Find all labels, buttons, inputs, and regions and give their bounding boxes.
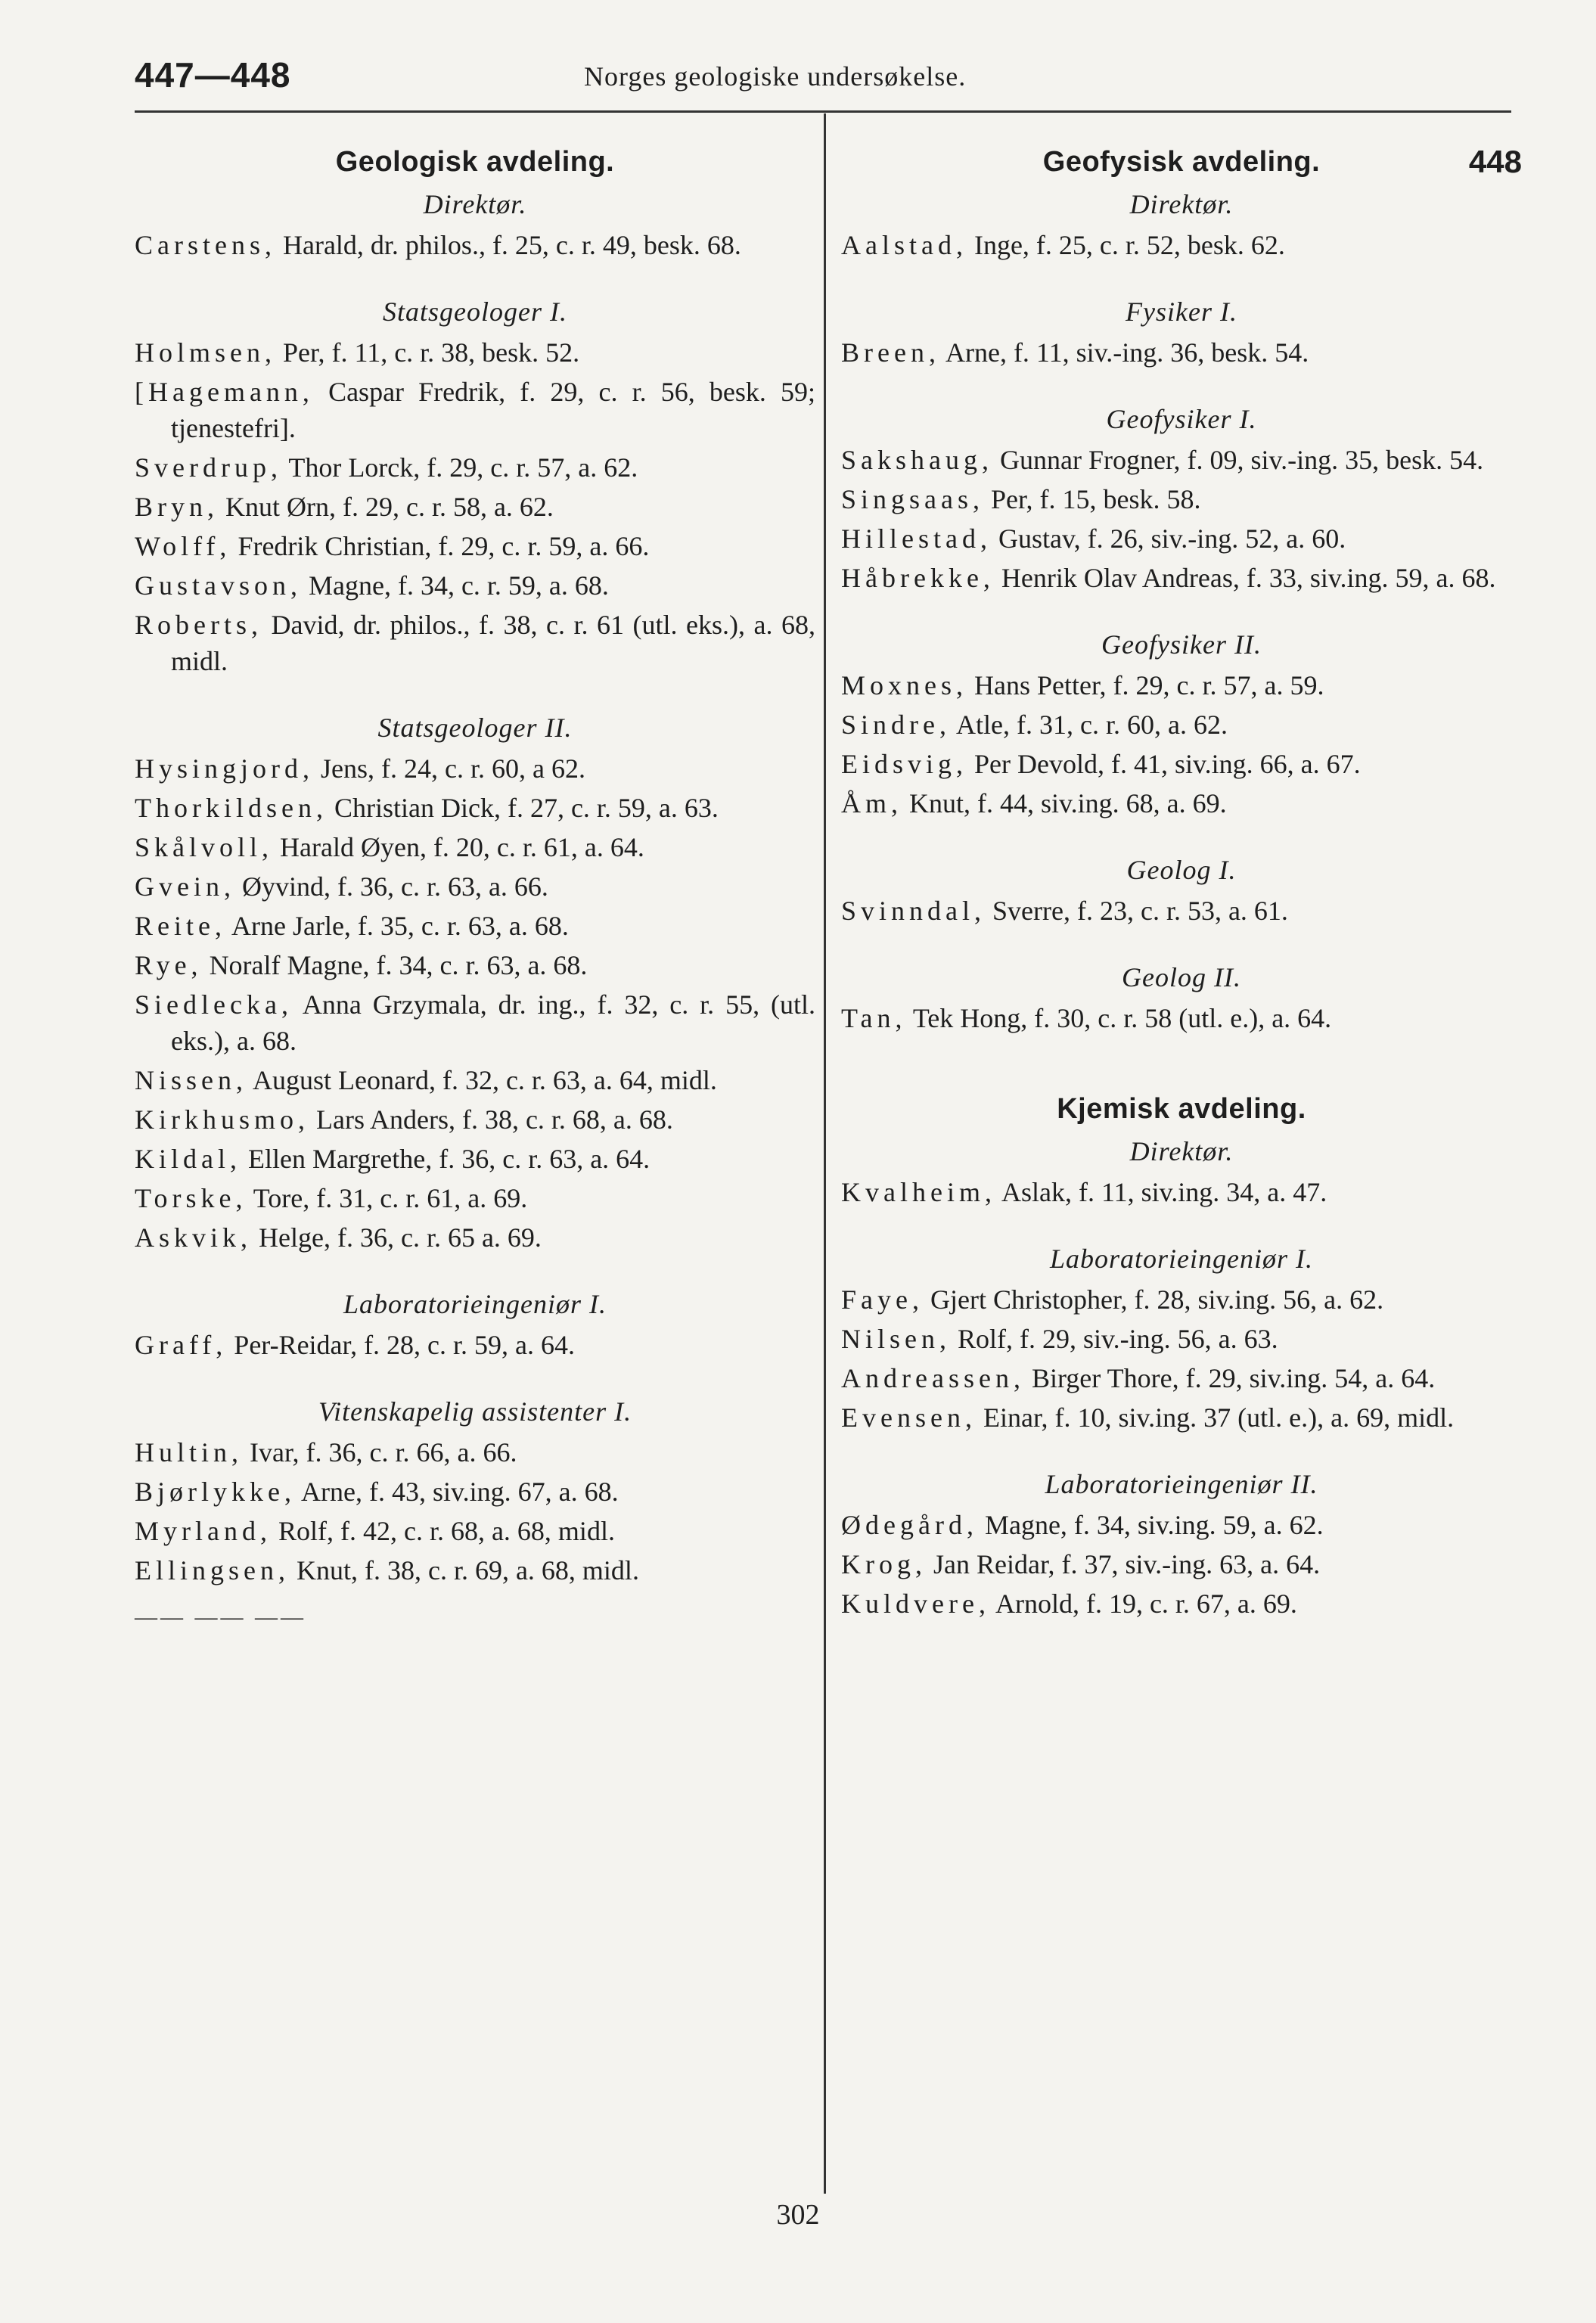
staff-surname: Tan, — [841, 1003, 907, 1033]
staff-surname: Bryn, — [135, 492, 219, 522]
staff-details: Harald Øyen, f. 20, c. r. 61, a. 64. — [273, 832, 644, 862]
staff-surname: Moxnes, — [841, 670, 967, 700]
left-column — [135, 144, 815, 1635]
staff-entry — [135, 227, 815, 263]
staff-surname: Kirkhusmo, — [135, 1104, 309, 1135]
staff-entry — [841, 1399, 1522, 1436]
staff-surname: Andreassen, — [841, 1363, 1025, 1393]
staff-entry — [135, 374, 815, 446]
staff-entry — [841, 667, 1522, 703]
staff-details: Aslak, f. 11, siv.ing. 34, a. 47. — [995, 1177, 1327, 1207]
staff-entry — [135, 1180, 815, 1216]
staff-entry — [841, 1321, 1522, 1357]
staff-details: Jan Reidar, f. 37, siv.-ing. 63, a. 64. — [927, 1549, 1321, 1579]
staff-details: Jens, f. 24, c. r. 60, a 62. — [314, 753, 585, 784]
staff-surname: Sakshaug, — [841, 445, 993, 475]
staff-surname: Siedlecka, — [135, 989, 293, 1020]
staff-entry — [135, 1552, 815, 1589]
staff-details: Arne Jarle, f. 35, c. r. 63, a. 68. — [225, 911, 569, 941]
right-column — [841, 144, 1522, 1625]
staff-entry — [841, 707, 1522, 743]
staff-entry — [135, 1219, 815, 1256]
staff-entry — [135, 1434, 815, 1471]
section-title: Vitenskapelig assistenter I. — [318, 1396, 632, 1427]
staff-details: Sverre, f. 23, c. r. 53, a. 61. — [986, 896, 1288, 926]
staff-details: Magne, f. 34, c. r. 59, a. 68. — [302, 570, 609, 601]
staff-surname: Thorkildsen, — [135, 793, 328, 823]
staff-entry — [135, 1513, 815, 1549]
staff-entry — [135, 489, 815, 525]
staff-entry — [135, 1062, 815, 1098]
section-title: Direktør. — [1129, 189, 1234, 219]
staff-details: Arne, f. 11, siv.-ing. 36, besk. 54. — [939, 337, 1309, 368]
staff-details: Per-Reidar, f. 28, c. r. 59, a. 64. — [227, 1330, 576, 1360]
staff-details: Rolf, f. 42, c. r. 68, a. 68, midl. — [271, 1516, 615, 1546]
staff-surname: Gvein, — [135, 871, 235, 902]
staff-entry — [135, 334, 815, 371]
staff-details: Harald, dr. philos., f. 25, c. r. 49, besk. 68. — [275, 230, 741, 260]
header-rule — [135, 110, 1511, 113]
staff-surname: Hillestad, — [841, 523, 992, 554]
section-title: Laboratorieingeniør II. — [1045, 1469, 1318, 1499]
staff-entry — [135, 1474, 815, 1510]
staff-surname: Gustavson, — [135, 570, 302, 601]
section-title: Statsgeologer II. — [377, 713, 573, 743]
staff-surname: Faye, — [841, 1284, 924, 1315]
staff-surname: Sverdrup, — [135, 452, 282, 483]
staff-details: Helge, f. 36, c. r. 65 a. 69. — [252, 1222, 542, 1253]
staff-surname: Sindre, — [841, 710, 951, 740]
staff-surname: Myrland, — [135, 1516, 272, 1546]
section-title: Direktør. — [1129, 1136, 1234, 1166]
staff-details: Magne, f. 34, siv.ing. 59, a. 62. — [977, 1510, 1324, 1540]
staff-details: Per Devold, f. 41, siv.ing. 66, a. 67. — [967, 749, 1361, 779]
staff-surname: Kuldvere, — [841, 1589, 990, 1619]
dept-title-geologisk: Geologisk avdeling. — [335, 146, 615, 178]
staff-entry — [135, 908, 815, 944]
staff-entry — [135, 986, 815, 1059]
staff-details: Knut Ørn, f. 29, c. r. 58, a. 62. — [219, 492, 554, 522]
staff-details: Gustav, f. 26, siv.-ing. 52, a. 60. — [991, 523, 1346, 554]
staff-surname: Svinndal, — [841, 896, 986, 926]
staff-surname: Åm, — [841, 788, 902, 818]
staff-details: Lars Anders, f. 38, c. r. 68, a. 68. — [309, 1104, 673, 1135]
staff-details: Hans Petter, f. 29, c. r. 57, a. 59. — [967, 670, 1324, 700]
right-page-number: 448 — [1468, 144, 1522, 179]
staff-surname: Nilsen, — [841, 1324, 951, 1354]
staff-entry — [841, 334, 1522, 371]
staff-details: Arnold, f. 19, c. r. 67, a. 69. — [989, 1589, 1297, 1619]
staff-details: Christian Dick, f. 27, c. r. 59, a. 63. — [327, 793, 719, 823]
staff-details: Atle, f. 31, c. r. 60, a. 62. — [951, 710, 1228, 740]
staff-details: Ivar, f. 36, c. r. 66, a. 66. — [243, 1437, 517, 1467]
staff-entry — [841, 1507, 1522, 1543]
staff-details: August Leonard, f. 32, c. r. 63, a. 64, midl. — [247, 1065, 717, 1095]
staff-surname: Reite, — [135, 911, 226, 941]
footer-page-number: 302 — [776, 2199, 820, 2231]
staff-details: Tek Hong, f. 30, c. r. 58 (utl. e.), a. 64. — [906, 1003, 1332, 1033]
staff-entry — [841, 1281, 1522, 1318]
staff-details: Knut, f. 38, c. r. 69, a. 68, midl. — [289, 1555, 639, 1585]
staff-entry — [841, 1000, 1522, 1036]
staff-entry — [841, 785, 1522, 821]
staff-surname: Breen, — [841, 337, 940, 368]
staff-details: Arne, f. 43, siv.ing. 67, a. 68. — [295, 1477, 619, 1507]
staff-entry — [841, 481, 1522, 517]
staff-surname: [Hagemann, — [135, 377, 314, 407]
staff-surname: Askvik, — [135, 1222, 253, 1253]
right-sections — [841, 186, 1522, 1036]
staff-details: Anna Grzymala, dr. ing., f. 32, c. r. 55, (utl. eks.), a. 68. — [171, 989, 815, 1056]
staff-details: Henrik Olav Andreas, f. 33, siv.ing. 59, a. 68. — [994, 563, 1496, 593]
staff-details: Noralf Magne, f. 34, c. r. 63, a. 68. — [202, 950, 588, 980]
staff-entry — [135, 449, 815, 486]
staff-surname: Holmsen, — [135, 337, 276, 368]
staff-entry — [135, 1141, 815, 1177]
staff-entry — [841, 1360, 1522, 1396]
staff-details: David, dr. philos., f. 38, c. r. 61 (utl. eks.), a. 68, midl. — [171, 610, 815, 676]
staff-details: Gjert Christopher, f. 28, siv.ing. 56, a. 62. — [923, 1284, 1384, 1315]
staff-details: Øyvind, f. 36, c. r. 63, a. 66. — [234, 871, 548, 902]
end-mark: —— —— —— — [135, 1604, 306, 1629]
staff-surname: Håbrekke, — [841, 563, 995, 593]
staff-surname: Eidsvig, — [841, 749, 968, 779]
staff-entry — [841, 893, 1522, 929]
staff-surname: Hultin, — [135, 1437, 244, 1467]
staff-surname: Ellingsen, — [135, 1555, 290, 1585]
staff-entry — [135, 868, 815, 905]
staff-entry — [841, 520, 1522, 557]
staff-details: Inge, f. 25, c. r. 52, besk. 62. — [967, 230, 1285, 260]
staff-details: Gunnar Frogner, f. 09, siv.-ing. 35, besk. 54. — [993, 445, 1484, 475]
dept-header-geofysisk — [841, 144, 1522, 180]
staff-entry — [841, 227, 1522, 263]
staff-entry — [135, 567, 815, 604]
header-page-range: 447—448 — [135, 55, 291, 95]
staff-details: Rolf, f. 29, siv.-ing. 56, a. 63. — [951, 1324, 1278, 1354]
staff-surname: Evensen, — [841, 1402, 977, 1433]
section-title: Laboratorieingeniør I. — [1049, 1244, 1313, 1274]
staff-surname: Ødegård, — [841, 1510, 978, 1540]
staff-entry — [841, 1546, 1522, 1582]
header-title: Norges geologiske undersøkelse. — [584, 61, 967, 92]
staff-surname: Torske, — [135, 1183, 247, 1213]
staff-details: Caspar Fredrik, f. 29, c. r. 56, besk. 59; tjenestefri]. — [171, 377, 815, 443]
staff-entry — [135, 750, 815, 787]
staff-surname: Kildal, — [135, 1144, 241, 1174]
left-sections — [135, 186, 815, 1589]
staff-details: Knut, f. 44, siv.ing. 68, a. 69. — [902, 788, 1227, 818]
running-header — [135, 54, 1511, 107]
staff-surname: Singsaas, — [841, 484, 984, 514]
staff-entry — [135, 947, 815, 983]
dept-title-kjemisk: Kjemisk avdeling. — [1057, 1093, 1306, 1125]
staff-surname: Krog, — [841, 1549, 927, 1579]
section-title: Geolog I. — [1126, 855, 1237, 885]
section-title: Geofysiker I. — [1106, 404, 1257, 434]
section-title: Statsgeologer I. — [383, 297, 567, 327]
staff-details: Einar, f. 10, siv.ing. 37 (utl. e.), a. 69, midl. — [976, 1402, 1455, 1433]
staff-surname: Wolff, — [135, 531, 231, 561]
staff-entry — [135, 829, 815, 865]
staff-entry — [841, 1174, 1522, 1210]
section-title: Direktør. — [423, 189, 527, 219]
staff-entry — [135, 607, 815, 679]
staff-details: Ellen Margrethe, f. 36, c. r. 63, a. 64. — [241, 1144, 651, 1174]
section-title: Geolog II. — [1122, 962, 1241, 992]
staff-details: Tore, f. 31, c. r. 61, a. 69. — [247, 1183, 528, 1213]
staff-surname: Graff, — [135, 1330, 228, 1360]
dept-title-geofysisk: Geofysisk avdeling. — [1042, 146, 1321, 178]
staff-surname: Roberts, — [135, 610, 262, 640]
staff-surname: Hysingjord, — [135, 753, 314, 784]
staff-entry — [135, 1101, 815, 1138]
staff-surname: Skålvoll, — [135, 832, 274, 862]
staff-surname: Rye, — [135, 950, 203, 980]
staff-details: Per, f. 15, besk. 58. — [984, 484, 1201, 514]
staff-entry — [841, 442, 1522, 478]
staff-details: Thor Lorck, f. 29, c. r. 57, a. 62. — [281, 452, 638, 483]
staff-surname: Aalstad, — [841, 230, 967, 260]
staff-entry — [135, 1327, 815, 1363]
column-divider — [824, 113, 826, 2194]
staff-surname: Nissen, — [135, 1065, 247, 1095]
staff-entry — [135, 790, 815, 826]
section-title: Laboratorieingeniør I. — [343, 1289, 607, 1319]
staff-details: Fredrik Christian, f. 29, c. r. 59, a. 66. — [231, 531, 650, 561]
section-title: Fysiker I. — [1126, 297, 1237, 327]
staff-surname: Kvalheim, — [841, 1177, 996, 1207]
staff-details: Birger Thore, f. 29, siv.ing. 54, a. 64. — [1024, 1363, 1436, 1393]
staff-entry — [135, 528, 815, 564]
staff-entry — [841, 1585, 1522, 1622]
right-sections-kjemisk — [841, 1133, 1522, 1622]
staff-surname: Bjørlykke, — [135, 1477, 296, 1507]
staff-entry — [841, 560, 1522, 596]
section-title: Geofysiker II. — [1101, 629, 1262, 660]
staff-entry — [841, 746, 1522, 782]
staff-details: Per, f. 11, c. r. 38, besk. 52. — [276, 337, 580, 368]
staff-surname: Carstens, — [135, 230, 276, 260]
